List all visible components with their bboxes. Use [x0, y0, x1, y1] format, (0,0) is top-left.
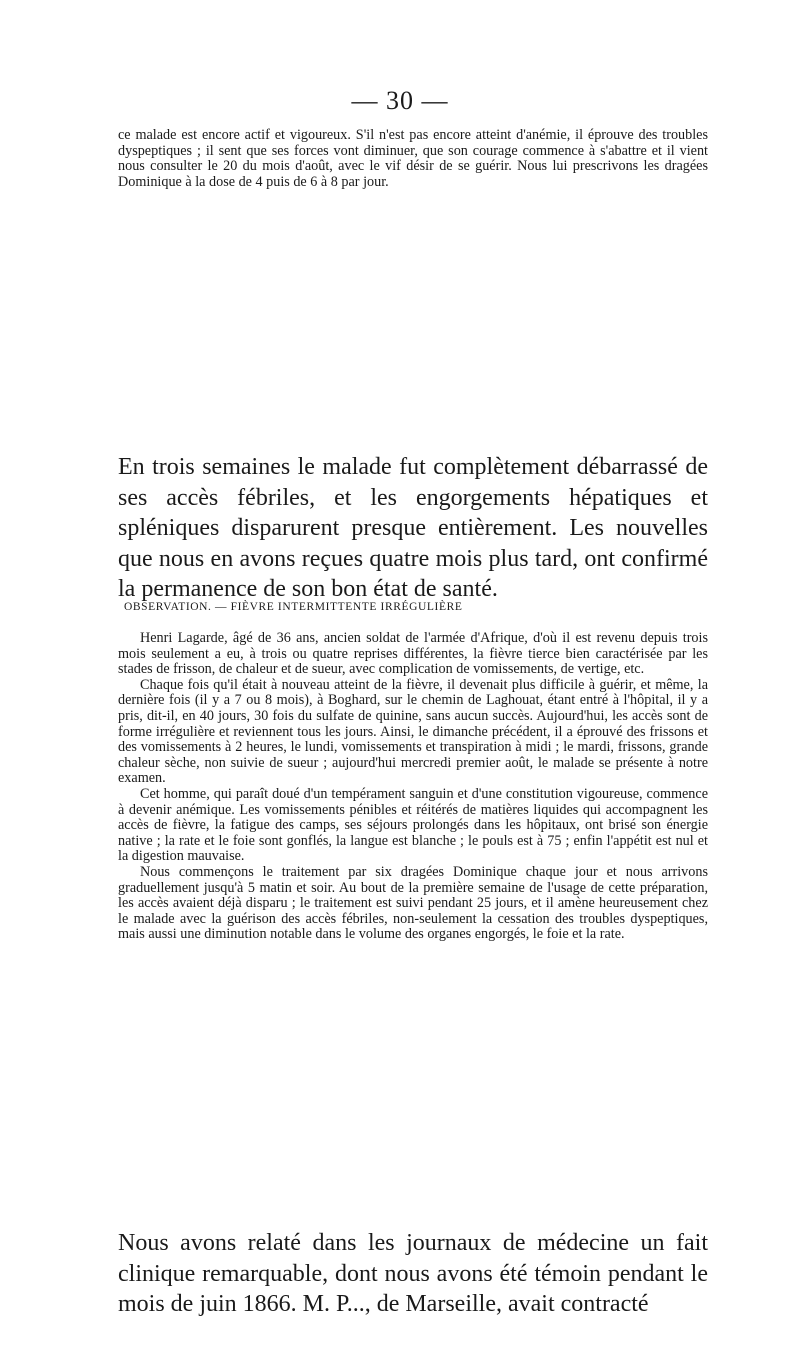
observation-paragraph-3: Cet homme, qui paraît doué d'un tempérament sanguin et d'une constitution vigoureuse, commence à devenir anémique. Les vomissements pénibles et réitérés de matières liquides qui accompagnent les accès de fièvre, la fatigue des camps, ses séjours prolongés dans les hôpitaux, ont brisé son énergie native ; la rate et le foie sont gonflés, la langue est blanche ; le pouls est à 75 ; enfin l'appétit est nul et la digestion mauvaise. [118, 785, 708, 865]
top-paragraph-text: ce malade est encore actif et vigoureux. S'il n'est pas encore atteint d'anémie, il éprouve des troubles dyspeptiques ; il sent que ses forces vont diminuer, que son courage commence à s'abattre et il vient nous consulter le 20 du mois d'août, avec le vif désir de se guérir. Nous lui prescrivons les dragées Dominique à la dose de 4 puis de 6 à 8 par jour. [118, 127, 708, 190]
top-paragraph [118, 128, 708, 190]
summary-paragraph [118, 452, 708, 605]
observation-heading: OBSERVATION. — FIÈVRE INTERMITTENTE IRRÉGULIÈRE [124, 601, 463, 613]
observation-paragraph-2: Chaque fois qu'il était à nouveau atteint de la fièvre, il devenait plus difficile à guérir, et même, la dernière fois (il y a 7 ou 8 mois), à Boghard, sur le chemin de Laghouat, étant entré à l'hôpital, il y a pris, dit-il, en 40 jours, 30 fois du sulfate de quinine, sans aucun succès. Aujourd'hui, les accès sont de forme irrégulière et reviennent tous les jours. Ainsi, le dimanche précédent, il a éprouvé des frissons et des vomissements à 2 heures, le lundi, vomissements et transpiration à midi ; le mardi, frissons, grande chaleur sèche, non suivie de sueur ; aujourd'hui mercredi premier août, le malade se présente à notre examen. [118, 676, 708, 787]
summary-paragraph-text: En trois semaines le malade fut complètement débarrassé de ses accès fébriles, et les engorgements hépatiques et spléniques disparurent presque entièrement. Les nouvelles que nous en avons reçues quatre mois plus tard, ont confirmé la permanence de son bon état de santé. [118, 454, 708, 602]
final-paragraph-text: Nous avons relaté dans les journaux de médecine un fait clinique remarquable, dont nous avons été témoin pendant le mois de juin 1866. M. P..., de Marseille, avait contracté [118, 1230, 708, 1317]
observation-body [118, 631, 708, 943]
final-paragraph [118, 1228, 708, 1320]
observation-paragraph-1: Henri Lagarde, âgé de 36 ans, ancien soldat de l'armée d'Afrique, d'où il est revenu depuis trois mois seulement a eu, à trois ou quatre reprises différentes, la fièvre tierce bien caractérisée par les stades de frisson, de chaleur et de sueur, avec complication de vomissements, de vertige, etc. [118, 630, 708, 678]
observation-paragraph-4: Nous commençons le traitement par six dragées Dominique chaque jour et nous arrivons graduellement jusqu'à 5 matin et soir. Au bout de la première semaine de l'usage de cette préparation, les accès avaient déjà disparu ; le traitement est suivi pendant 25 jours, et il amène heureusement chez le malade avec la guérison des accès fébriles, non-seulement la cessation des troubles dyspeptiques, mais aussi une diminution notable dans le volume des organes engorgés, le foie et la rate. [118, 863, 708, 943]
page-number: — 30 — [351, 86, 449, 115]
